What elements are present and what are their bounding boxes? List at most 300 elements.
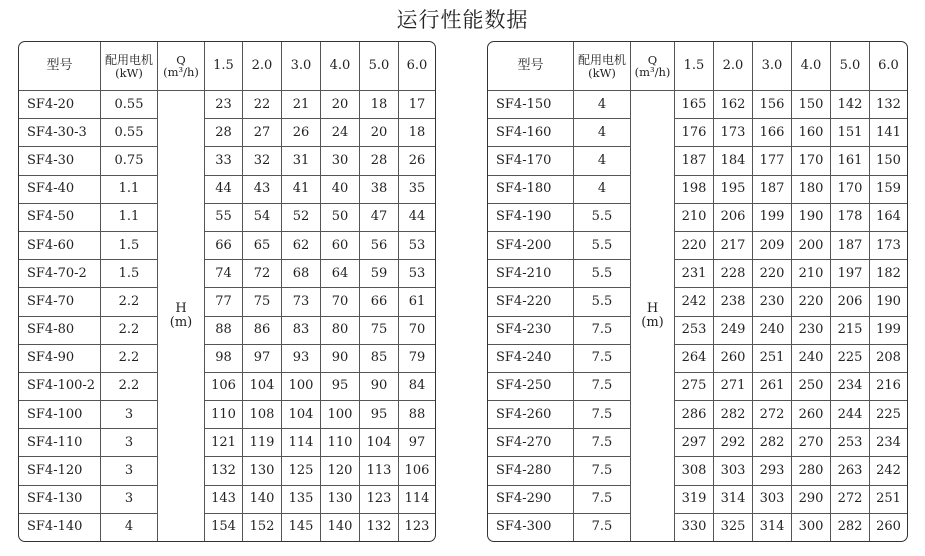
table-row xyxy=(19,260,435,288)
head-value-cell: 75 xyxy=(243,288,282,316)
head-value-cell: 98 xyxy=(205,345,243,373)
head-value-cell: 125 xyxy=(282,457,321,485)
table-row xyxy=(19,345,435,373)
table-row xyxy=(19,204,435,232)
head-value-cell: 272 xyxy=(831,486,870,514)
head-value-cell: 231 xyxy=(675,260,714,288)
head-value-cell: 184 xyxy=(714,147,753,175)
head-value-cell: 260 xyxy=(714,345,753,373)
head-value-cell: 150 xyxy=(870,147,907,175)
header-flow-value: 1.5 xyxy=(205,42,243,91)
head-value-cell: 132 xyxy=(870,91,907,119)
model-cell: SF4-150 xyxy=(488,91,574,119)
motor-power-cell: 4 xyxy=(574,176,631,204)
head-value-cell: 173 xyxy=(870,232,907,260)
head-value-cell: 187 xyxy=(675,147,714,175)
head-value-cell: 290 xyxy=(792,486,831,514)
head-value-cell: 230 xyxy=(792,317,831,345)
page-title: 运行性能数据 xyxy=(396,8,529,32)
header-flow-label: Q xyxy=(176,53,186,67)
head-value-cell: 330 xyxy=(675,514,714,541)
motor-power-cell: 3 xyxy=(101,457,158,485)
header-flow-value: 3.0 xyxy=(282,42,321,91)
head-value-cell: 198 xyxy=(675,176,714,204)
head-value-cell: 123 xyxy=(360,486,399,514)
head-value-cell: 56 xyxy=(360,232,399,260)
head-value-cell: 200 xyxy=(792,232,831,260)
head-value-cell: 70 xyxy=(321,288,360,316)
head-value-cell: 143 xyxy=(205,486,243,514)
performance-table-left xyxy=(18,41,436,542)
head-value-cell: 190 xyxy=(792,204,831,232)
table-row xyxy=(19,401,435,429)
header-model: 型号 xyxy=(19,42,101,91)
table-row xyxy=(488,457,907,485)
header-flow-value: 5.0 xyxy=(360,42,399,91)
model-cell: SF4-160 xyxy=(488,119,574,147)
head-label: H xyxy=(646,301,659,316)
head-value-cell: 220 xyxy=(753,260,792,288)
head-value-cell: 24 xyxy=(321,119,360,147)
head-value-cell: 282 xyxy=(831,514,870,541)
header-motor-label: 配用电机 xyxy=(577,53,626,67)
head-value-cell: 272 xyxy=(753,401,792,429)
head-value-cell: 104 xyxy=(360,429,399,457)
motor-power-cell: 7.5 xyxy=(574,317,631,345)
head-value-cell: 65 xyxy=(243,232,282,260)
head-value-cell: 77 xyxy=(205,288,243,316)
motor-power-cell: 1.5 xyxy=(101,232,158,260)
head-value-cell: 293 xyxy=(753,457,792,485)
head-value-cell: 47 xyxy=(360,204,399,232)
head-value-cell: 54 xyxy=(243,204,282,232)
header-flow-value: 2.0 xyxy=(714,42,753,91)
head-value-cell: 282 xyxy=(714,401,753,429)
head-value-cell: 240 xyxy=(753,317,792,345)
head-value-cell: 292 xyxy=(714,429,753,457)
head-unit: (m) xyxy=(641,315,664,330)
head-value-cell: 250 xyxy=(792,373,831,401)
motor-power-cell: 3 xyxy=(101,401,158,429)
table-row xyxy=(488,514,907,541)
motor-power-cell: 7.5 xyxy=(574,514,631,541)
head-value-cell: 70 xyxy=(399,317,435,345)
head-value-cell: 31 xyxy=(282,147,321,175)
head-value-cell: 173 xyxy=(714,119,753,147)
table-row xyxy=(488,486,907,514)
head-value-cell: 142 xyxy=(831,91,870,119)
head-value-cell: 27 xyxy=(243,119,282,147)
motor-power-cell: 7.5 xyxy=(574,429,631,457)
head-value-cell: 33 xyxy=(205,147,243,175)
header-row xyxy=(488,42,907,91)
head-value-cell: 275 xyxy=(675,373,714,401)
motor-power-cell: 3 xyxy=(101,486,158,514)
head-value-cell: 225 xyxy=(870,401,907,429)
header-flow-unit: (m³/h) xyxy=(163,65,199,79)
head-value-cell: 119 xyxy=(243,429,282,457)
table-row xyxy=(488,147,907,175)
head-value-cell: 113 xyxy=(360,457,399,485)
table-row xyxy=(19,373,435,401)
head-label: H xyxy=(175,301,187,316)
table-row xyxy=(488,119,907,147)
head-value-cell: 228 xyxy=(714,260,753,288)
motor-power-cell: 7.5 xyxy=(574,486,631,514)
head-value-cell: 50 xyxy=(321,204,360,232)
head-label-cell xyxy=(158,91,205,541)
head-value-cell: 60 xyxy=(321,232,360,260)
head-value-cell: 187 xyxy=(831,232,870,260)
head-value-cell: 170 xyxy=(792,147,831,175)
head-value-cell: 220 xyxy=(675,232,714,260)
head-value-cell: 165 xyxy=(675,91,714,119)
motor-power-cell: 3 xyxy=(101,429,158,457)
model-cell: SF4-230 xyxy=(488,317,574,345)
header-motor-power xyxy=(574,42,631,91)
head-value-cell: 178 xyxy=(831,204,870,232)
head-value-cell: 263 xyxy=(831,457,870,485)
motor-power-cell: 7.5 xyxy=(574,345,631,373)
table-row xyxy=(19,147,435,175)
head-value-cell: 182 xyxy=(870,260,907,288)
header-row xyxy=(19,42,435,91)
model-cell: SF4-210 xyxy=(488,260,574,288)
head-value-cell: 66 xyxy=(360,288,399,316)
header-flow-unit: (m³/h) xyxy=(634,65,671,79)
head-value-cell: 220 xyxy=(792,288,831,316)
head-value-cell: 260 xyxy=(792,401,831,429)
head-value-cell: 26 xyxy=(399,147,435,175)
head-value-cell: 230 xyxy=(753,288,792,316)
model-cell: SF4-30 xyxy=(19,147,101,175)
motor-power-cell: 0.55 xyxy=(101,119,158,147)
model-cell: SF4-30-3 xyxy=(19,119,101,147)
head-value-cell: 238 xyxy=(714,288,753,316)
motor-power-cell: 1.1 xyxy=(101,204,158,232)
head-value-cell: 61 xyxy=(399,288,435,316)
table-row xyxy=(19,232,435,260)
table-row xyxy=(488,288,907,316)
head-value-cell: 210 xyxy=(792,260,831,288)
head-label-cell xyxy=(631,91,675,541)
table-row xyxy=(488,260,907,288)
head-value-cell: 123 xyxy=(404,519,430,535)
head-value-cell: 180 xyxy=(792,176,831,204)
head-value-cell: 190 xyxy=(870,288,907,316)
head-value-cell: 41 xyxy=(282,176,321,204)
head-value-cell: 84 xyxy=(399,373,435,401)
head-value-cell: 90 xyxy=(321,345,360,373)
head-value-cell: 130 xyxy=(243,457,282,485)
head-value-cell: 166 xyxy=(753,119,792,147)
head-value-cell: 64 xyxy=(321,260,360,288)
head-value-cell: 314 xyxy=(714,486,753,514)
header-flow xyxy=(158,42,205,91)
header-flow-value: 4.0 xyxy=(321,42,360,91)
head-value-cell: 145 xyxy=(282,514,321,541)
head-value-cell: 110 xyxy=(205,401,243,429)
head-value-cell: 59 xyxy=(360,260,399,288)
table-row xyxy=(19,486,435,514)
model-cell: SF4-100 xyxy=(19,401,101,429)
motor-power-cell: 4 xyxy=(574,147,631,175)
head-value-cell: 251 xyxy=(870,486,907,514)
head-value-cell: 44 xyxy=(399,204,435,232)
head-value-cell: 121 xyxy=(205,429,243,457)
head-value-cell: 177 xyxy=(753,147,792,175)
table-row xyxy=(19,457,435,485)
head-value-cell: 73 xyxy=(282,288,321,316)
model-cell: SF4-140 xyxy=(19,514,101,541)
head-value-cell: 151 xyxy=(831,119,870,147)
model-cell: SF4-80 xyxy=(19,317,101,345)
model-cell: SF4-240 xyxy=(488,345,574,373)
head-value-cell: 75 xyxy=(360,317,399,345)
model-cell: SF4-130 xyxy=(19,486,101,514)
motor-power-cell: 2.2 xyxy=(101,288,158,316)
table-row xyxy=(19,176,435,204)
head-value-cell: 55 xyxy=(205,204,243,232)
head-value-cell: 150 xyxy=(792,91,831,119)
head-value-cell: 18 xyxy=(360,91,399,119)
head-value-cell: 216 xyxy=(870,373,907,401)
head-value-cell: 97 xyxy=(243,345,282,373)
motor-power-cell: 5.5 xyxy=(574,260,631,288)
head-value-cell: 160 xyxy=(792,119,831,147)
head-value-cell: 170 xyxy=(831,176,870,204)
header-flow xyxy=(631,42,675,91)
model-cell: SF4-170 xyxy=(488,147,574,175)
table-row xyxy=(488,232,907,260)
head-value-cell: 30 xyxy=(321,147,360,175)
head-value-cell: 234 xyxy=(870,429,907,457)
model-cell: SF4-190 xyxy=(488,204,574,232)
head-value-cell: 108 xyxy=(243,401,282,429)
head-value-cell: 95 xyxy=(321,373,360,401)
head-value-cell: 80 xyxy=(321,317,360,345)
head-value-cell: 249 xyxy=(714,317,753,345)
head-value-cell: 195 xyxy=(714,176,753,204)
model-cell: SF4-60 xyxy=(19,232,101,260)
motor-power-cell: 4 xyxy=(574,91,631,119)
motor-power-cell: 4 xyxy=(574,119,631,147)
header-motor-power xyxy=(101,42,158,91)
head-value-cell: 88 xyxy=(399,401,435,429)
model-cell: SF4-40 xyxy=(19,176,101,204)
head-value-cell: 38 xyxy=(360,176,399,204)
head-value-cell: 264 xyxy=(675,345,714,373)
motor-power-cell: 0.75 xyxy=(101,147,158,175)
model-cell: SF4-180 xyxy=(488,176,574,204)
head-value-cell: 297 xyxy=(675,429,714,457)
head-value-cell: 206 xyxy=(831,288,870,316)
head-value-cell: 135 xyxy=(282,486,321,514)
head-value-cell: 141 xyxy=(870,119,907,147)
head-value-cell: 66 xyxy=(205,232,243,260)
head-value-cell: 114 xyxy=(399,486,435,514)
header-motor-label: 配用电机 xyxy=(104,53,153,67)
model-cell: SF4-300 xyxy=(488,514,574,541)
table-row xyxy=(19,429,435,457)
head-value-cell: 83 xyxy=(282,317,321,345)
head-value-cell: 62 xyxy=(282,232,321,260)
head-value-cell: 21 xyxy=(282,91,321,119)
head-value-cell: 110 xyxy=(321,429,360,457)
head-value-cell: 187 xyxy=(753,176,792,204)
head-value-cell: 140 xyxy=(321,514,360,541)
model-cell: SF4-70-2 xyxy=(19,260,101,288)
motor-power-cell: 5.5 xyxy=(574,204,631,232)
head-value-cell: 303 xyxy=(753,486,792,514)
table-row xyxy=(488,373,907,401)
model-cell: SF4-90 xyxy=(19,345,101,373)
header-model: 型号 xyxy=(488,42,574,91)
head-value-cell: 85 xyxy=(360,345,399,373)
head-value-cell: 35 xyxy=(399,176,435,204)
head-value-cell: 261 xyxy=(753,373,792,401)
head-value-cell: 17 xyxy=(399,91,435,119)
head-value-cell: 106 xyxy=(205,373,243,401)
table-row xyxy=(19,91,435,119)
head-value-cell: 104 xyxy=(243,373,282,401)
table-row xyxy=(488,401,907,429)
head-value-cell: 130 xyxy=(321,486,360,514)
table-row xyxy=(19,317,435,345)
head-value-cell: 271 xyxy=(714,373,753,401)
model-cell: SF4-50 xyxy=(19,204,101,232)
motor-power-cell: 2.2 xyxy=(101,373,158,401)
head-value-cell: 114 xyxy=(282,429,321,457)
table-row xyxy=(488,91,907,119)
head-value-cell: 28 xyxy=(360,147,399,175)
model-cell: SF4-280 xyxy=(488,457,574,485)
head-value-cell: 215 xyxy=(831,317,870,345)
motor-power-cell: 7.5 xyxy=(574,457,631,485)
motor-power-cell: 2.2 xyxy=(101,317,158,345)
motor-power-cell: 0.55 xyxy=(101,91,158,119)
head-value-cell: 44 xyxy=(205,176,243,204)
motor-power-cell: 5.5 xyxy=(574,232,631,260)
head-value-cell: 280 xyxy=(792,457,831,485)
head-value-cell: 282 xyxy=(753,429,792,457)
table-row xyxy=(19,119,435,147)
header-flow-value: 1.5 xyxy=(675,42,714,91)
head-value-cell: 314 xyxy=(753,514,792,541)
table-row xyxy=(488,176,907,204)
head-value-cell: 43 xyxy=(243,176,282,204)
motor-power-cell: 5.5 xyxy=(574,288,631,316)
head-value-cell: 161 xyxy=(831,147,870,175)
head-value-cell: 199 xyxy=(870,317,907,345)
head-value-cell: 156 xyxy=(753,91,792,119)
head-value-cell: 97 xyxy=(399,429,435,457)
model-cell: SF4-250 xyxy=(488,373,574,401)
model-cell: SF4-110 xyxy=(19,429,101,457)
head-value-cell: 162 xyxy=(714,91,753,119)
header-flow-value: 3.0 xyxy=(753,42,792,91)
header-flow-value: 6.0 xyxy=(399,42,435,91)
head-value-cell: 260 xyxy=(876,519,901,535)
head-value-cell: 88 xyxy=(205,317,243,345)
model-cell: SF4-290 xyxy=(488,486,574,514)
head-value-cell: 152 xyxy=(243,514,282,541)
head-value-cell: 132 xyxy=(205,457,243,485)
head-value-cell: 244 xyxy=(831,401,870,429)
header-flow-value: 4.0 xyxy=(792,42,831,91)
head-value-cell: 68 xyxy=(282,260,321,288)
head-value-cell: 79 xyxy=(399,345,435,373)
motor-power-cell: 7.5 xyxy=(574,373,631,401)
model-cell: SF4-20 xyxy=(19,91,101,119)
head-value-cell: 159 xyxy=(870,176,907,204)
head-value-cell: 53 xyxy=(399,232,435,260)
motor-power-cell: 4 xyxy=(101,514,158,541)
head-value-cell: 20 xyxy=(321,91,360,119)
model-cell: SF4-270 xyxy=(488,429,574,457)
head-value-cell: 270 xyxy=(792,429,831,457)
table-row xyxy=(19,514,435,541)
head-value-cell: 140 xyxy=(243,486,282,514)
model-cell: SF4-260 xyxy=(488,401,574,429)
motor-power-cell: 1.1 xyxy=(101,176,158,204)
model-cell: SF4-70 xyxy=(19,288,101,316)
head-value-cell: 234 xyxy=(831,373,870,401)
head-value-cell: 300 xyxy=(792,514,831,541)
model-cell: SF4-100-2 xyxy=(19,373,101,401)
head-value-cell: 225 xyxy=(831,345,870,373)
head-value-cell: 319 xyxy=(675,486,714,514)
head-value-cell: 86 xyxy=(243,317,282,345)
head-value-cell: 251 xyxy=(753,345,792,373)
head-value-cell: 32 xyxy=(243,147,282,175)
model-cell: SF4-120 xyxy=(19,457,101,485)
head-value-cell: 253 xyxy=(675,317,714,345)
head-value-cell: 72 xyxy=(243,260,282,288)
head-value-cell: 208 xyxy=(870,345,907,373)
head-value-cell: 206 xyxy=(714,204,753,232)
performance-table-right xyxy=(487,41,908,542)
head-value-cell: 197 xyxy=(831,260,870,288)
head-unit: (m) xyxy=(169,315,193,330)
head-value-cell: 286 xyxy=(675,401,714,429)
head-value-cell: 53 xyxy=(399,260,435,288)
model-cell: SF4-200 xyxy=(488,232,574,260)
head-value-cell: 242 xyxy=(675,288,714,316)
head-value-cell: 303 xyxy=(714,457,753,485)
head-value-cell: 217 xyxy=(714,232,753,260)
head-value-cell: 120 xyxy=(321,457,360,485)
head-value-cell: 104 xyxy=(282,401,321,429)
table-row xyxy=(488,429,907,457)
model-cell: SF4-220 xyxy=(488,288,574,316)
table-row xyxy=(488,345,907,373)
head-value-cell: 20 xyxy=(360,119,399,147)
head-value-cell: 22 xyxy=(243,91,282,119)
head-value-cell: 164 xyxy=(870,204,907,232)
head-value-cell: 90 xyxy=(360,373,399,401)
head-value-cell: 95 xyxy=(360,401,399,429)
table-row xyxy=(488,317,907,345)
motor-power-cell: 7.5 xyxy=(574,401,631,429)
header-motor-unit: (kW) xyxy=(588,66,616,80)
head-value-cell: 242 xyxy=(870,457,907,485)
head-value-cell: 209 xyxy=(753,232,792,260)
header-flow-value: 6.0 xyxy=(870,42,907,91)
head-value-cell: 325 xyxy=(714,514,753,541)
head-value-cell: 40 xyxy=(321,176,360,204)
head-value-cell: 176 xyxy=(675,119,714,147)
